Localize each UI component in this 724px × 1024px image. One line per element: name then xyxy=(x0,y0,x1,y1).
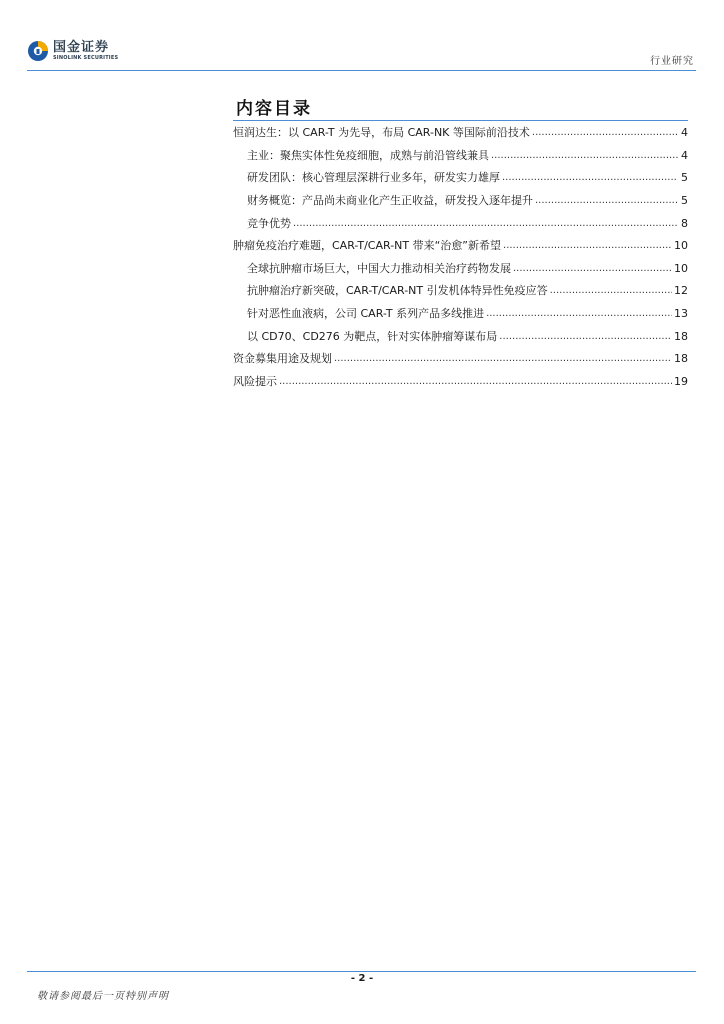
company-logo xyxy=(27,40,118,62)
toc-entry-label: 研发团队：核心管理层深耕行业多年，研发实力雄厚 xyxy=(247,171,500,185)
toc-entry-label: 抗肿瘤治疗新突破，CAR-T/CAR-NT 引发机体特异性免疫应答 xyxy=(247,284,548,298)
page-number: - 2 - xyxy=(350,973,374,984)
toc-entry[interactable] xyxy=(233,212,688,235)
toc-entry[interactable] xyxy=(233,280,688,303)
toc-entry-page: 4 xyxy=(681,126,688,140)
toc-leader-dots xyxy=(535,194,678,208)
toc-leader-dots xyxy=(279,375,672,389)
toc-entry-page: 8 xyxy=(681,216,688,230)
logo-english-name: SINOLINK SECURITIES xyxy=(53,54,119,61)
toc-entry[interactable] xyxy=(233,122,688,145)
toc-entry-page: 13 xyxy=(674,307,688,321)
toc-leader-dots xyxy=(334,352,672,366)
toc-entry-label: 资金募集用途及规划 xyxy=(233,352,332,366)
toc-entry[interactable] xyxy=(233,371,688,394)
toc-entry-page: 10 xyxy=(674,239,688,253)
toc-entry[interactable] xyxy=(233,348,688,371)
footer-disclaimer: 敬请参阅最后一页特别声明 xyxy=(37,991,169,1002)
toc-entry-label: 以 CD70、CD276 为靶点，针对实体肿瘤筹谋布局 xyxy=(247,329,498,343)
toc-entry-label: 竞争优势 xyxy=(247,216,291,230)
toc-entry-label: 针对恶性血液病，公司 CAR-T 系列产品多线推进 xyxy=(247,307,485,321)
toc-entry-page: 10 xyxy=(674,261,688,275)
toc-entry[interactable] xyxy=(233,258,688,281)
toc-entry-label: 肿瘤免疫治疗难题，CAR-T/CAR-NT 带来“治愈”新希望 xyxy=(233,239,502,253)
toc-entry-page: 5 xyxy=(681,194,688,208)
toc-leader-dots xyxy=(532,126,678,140)
toc-leader-dots xyxy=(293,217,678,231)
page-header xyxy=(27,40,696,72)
toc-entry[interactable] xyxy=(233,190,688,213)
toc-leader-dots xyxy=(513,262,672,276)
toc-entry-label: 主业：聚焦实体性免疫细胞，成熟与前沿管线兼具 xyxy=(247,148,489,162)
logo-chinese-name: 国金证券 xyxy=(53,39,110,55)
toc-entry-page: 12 xyxy=(674,284,688,298)
toc-entry-label: 财务概览：产品尚未商业化产生正收益，研发投入逐年提升 xyxy=(247,194,533,208)
toc-entry-page: 5 xyxy=(681,171,688,185)
toc-leader-dots xyxy=(503,239,672,253)
toc-title-underline xyxy=(233,120,688,121)
report-type-label: 行业研究 xyxy=(650,56,694,67)
toc-entry-label: 恒润达生：以 CAR-T 为先导，布局 CAR-NK 等国际前沿技术 xyxy=(233,126,530,140)
toc-entry[interactable] xyxy=(233,167,688,190)
toc-leader-dots xyxy=(502,171,678,185)
toc-entry-label: 风险提示 xyxy=(233,374,277,388)
table-of-contents xyxy=(233,122,688,393)
toc-entry-page: 18 xyxy=(674,352,688,366)
toc-entry-page: 4 xyxy=(681,148,688,162)
toc-entry-page: 19 xyxy=(674,374,688,388)
toc-entry-page: 18 xyxy=(674,329,688,343)
header-divider xyxy=(27,70,696,71)
toc-leader-dots xyxy=(550,284,672,298)
toc-leader-dots xyxy=(486,307,672,321)
toc-entry[interactable] xyxy=(233,303,688,326)
toc-leader-dots xyxy=(491,149,678,163)
toc-entry[interactable] xyxy=(233,325,688,348)
footer-divider xyxy=(27,971,696,972)
logo-mark-icon xyxy=(27,40,49,62)
toc-entry-label: 全球抗肿瘤市场巨大，中国大力推动相关治疗药物发展 xyxy=(247,261,511,275)
toc-entry[interactable] xyxy=(233,145,688,168)
toc-leader-dots xyxy=(499,330,672,344)
toc-entry[interactable] xyxy=(233,235,688,258)
toc-title: 内容目录 xyxy=(236,99,312,119)
